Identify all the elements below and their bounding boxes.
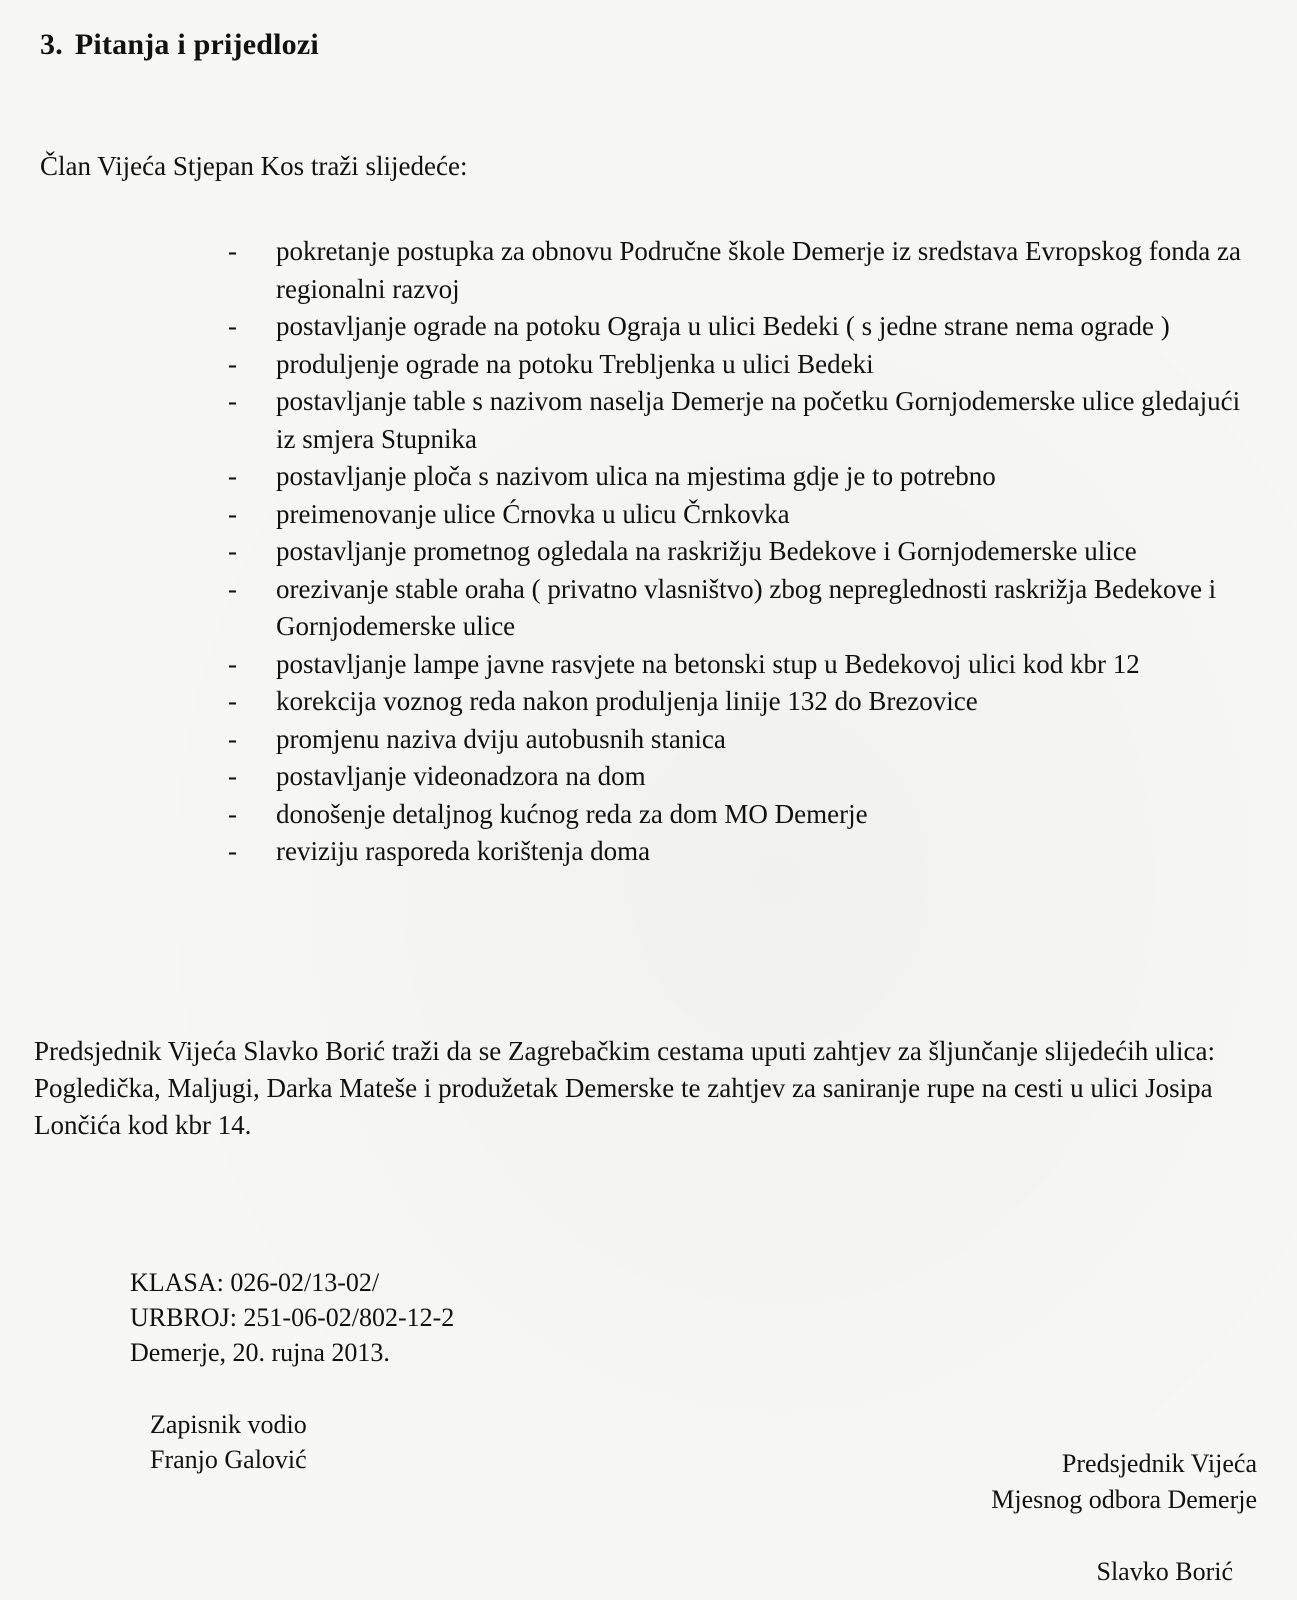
list-item — [0, 233, 1297, 308]
list-item-text: korekcija voznog reda nakon produljenja linije 132 do Brezovice — [276, 686, 978, 716]
recorder-label: Zapisnik vodio — [150, 1410, 307, 1439]
section-heading — [40, 28, 319, 62]
section-title: Pitanja i prijedlozi — [74, 28, 319, 61]
list-item-text: postavljanje ograde na potoku Ograja u ulici Bedeki ( s jedne strane nema ograde ) — [276, 311, 1170, 341]
intro-line: Član Vijeća Stjepan Kos traži slijedeće: — [40, 151, 468, 181]
urbroj-line: URBROJ: 251-06-02/802-12-2 — [130, 1303, 455, 1332]
list-item — [0, 571, 1297, 646]
recorder-block — [150, 1407, 307, 1477]
list-item-text: postavljanje table s nazivom naselja Demerje na početku Gornjodemerske ulice gledajući iz smjera Stupnika — [276, 386, 1241, 454]
list-item-text: preimenovanje ulice Ćrnovka u ulicu Črnkovka — [276, 498, 790, 529]
list-item — [0, 346, 1297, 384]
president-name: Slavko Borić — [1096, 1557, 1233, 1586]
klasa-line: KLASA: 026-02/13-02/ — [130, 1268, 380, 1297]
list-item — [0, 758, 1297, 796]
list-item — [0, 833, 1297, 871]
list-item-text: pokretanje postupka za obnovu Područne škole Demerje iz sredstava Evropskog fonda za regionalni razvoj — [276, 236, 1241, 304]
list-item — [0, 496, 1297, 534]
list-item-text: orezivanje stable oraha ( privatno vlasništvo) zbog nepreglednosti raskrižja Bedekove i Gornjodemerske ulice — [276, 573, 1217, 641]
list-dash: - — [228, 386, 237, 416]
list-item — [0, 796, 1297, 834]
list-dash: - — [228, 461, 237, 491]
list-item — [0, 721, 1297, 759]
list-dash: - — [228, 723, 237, 754]
list-item-text: postavljanje lampe javne rasvjete na betonski stup u Bedekovoj ulici kod kbr 12 — [276, 648, 1140, 679]
list-item-text: postavljanje videonadzora na dom — [276, 761, 646, 791]
list-dash: - — [228, 236, 237, 266]
list-dash: - — [228, 798, 237, 829]
list-dash: - — [228, 498, 237, 529]
list-item-text: reviziju rasporeda korištenja doma — [276, 836, 651, 866]
list-dash: - — [228, 348, 237, 379]
list-item-text: donošenje detaljnog kućnog reda za dom MO Demerje — [276, 798, 868, 829]
list-dash: - — [228, 761, 237, 791]
list-dash: - — [228, 536, 237, 566]
president-request-paragraph: Predsjednik Vijeća Slavko Borić traži da se Zagrebačkim cestama uputi zahtjev za šljunčanje slijedećih ulica: Pogledička, Maljugi, Darka Mateše i produžetak Demerske te zahtjev za saniranje rupe na cesti u ulici Josipa Lončića kod kbr 14. — [34, 1036, 1215, 1140]
president-title-line1: Predsjednik Vijeća — [1061, 1449, 1257, 1478]
list-item — [0, 383, 1297, 458]
list-dash: - — [228, 686, 237, 716]
list-item — [0, 683, 1297, 721]
president-title-line2: Mjesnog odbora Demerje — [991, 1485, 1257, 1514]
reference-block — [130, 1265, 454, 1370]
date-line: Demerje, 20. rujna 2013. — [130, 1338, 390, 1367]
list-item — [0, 533, 1297, 571]
list-item — [0, 646, 1297, 684]
list-dash: - — [228, 311, 237, 341]
list-item-text: promjenu naziva dviju autobusnih stanica — [276, 723, 726, 754]
list-item — [0, 308, 1297, 346]
list-item-text: produljenje ograde na potoku Trebljenka u ulici Bedeki — [276, 348, 874, 379]
requests-list — [0, 233, 1297, 871]
president-signature-block — [991, 1446, 1257, 1590]
section-number: 3. — [40, 28, 63, 61]
list-dash: - — [228, 836, 237, 866]
list-dash: - — [228, 573, 237, 604]
list-item-text: postavljanje prometnog ogledala na raskrižju Bedekove i Gornjodemerske ulice — [276, 536, 1137, 566]
list-dash: - — [228, 648, 237, 679]
list-item — [0, 458, 1297, 496]
recorder-name: Franjo Galović — [150, 1445, 307, 1474]
list-item-text: postavljanje ploča s nazivom ulica na mjestima gdje je to potrebno — [276, 461, 996, 491]
